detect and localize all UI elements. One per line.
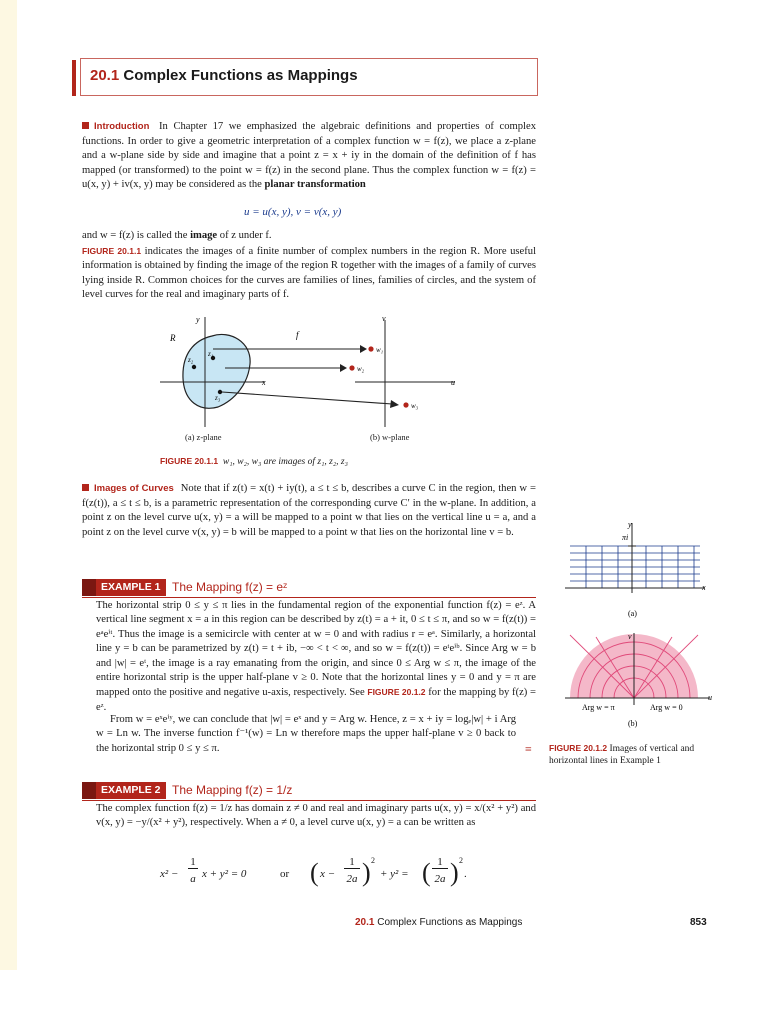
example2-badge: EXAMPLE 2 xyxy=(96,782,166,799)
eq-right-den-2: 2a xyxy=(434,873,446,885)
fig2-label-v: v xyxy=(628,632,632,641)
label-v: v xyxy=(382,314,386,323)
example1-text-2: From w = eˣeⁱʸ, we can conclude that |w| = eˣ and y = Arg w. Hence, z = x + iy = logₑ|w| + i Arg w = Ln w. The inverse function f⁻¹(w) = Ln w therefore maps the upper half-plane v ≥ 0 back to the horizontal strip 0 ≤ y ≤ π. xyxy=(96,714,516,754)
eq-frac-den: a xyxy=(190,873,196,885)
label-w3: w₃ xyxy=(411,402,419,410)
point-w1 xyxy=(368,346,373,351)
figure1-caption xyxy=(160,456,348,467)
label-x: x xyxy=(262,378,266,387)
fig2-label-arg-pi: Arg w = π xyxy=(582,703,615,712)
arrow-z3-w3 xyxy=(222,392,392,404)
paren-open-icon: ( xyxy=(310,858,319,887)
eq-left-a: x² − xyxy=(160,868,179,880)
point-w3 xyxy=(403,402,408,407)
label-f: f xyxy=(296,330,299,340)
eq-right-num: 1 xyxy=(344,856,360,869)
example1-badge: EXAMPLE 1 xyxy=(96,579,166,596)
section-title xyxy=(90,67,358,84)
title-accent-bar xyxy=(72,60,76,96)
image-term: image xyxy=(190,230,218,241)
label-r: R xyxy=(170,333,176,343)
footer-section-title: Complex Functions as Mappings xyxy=(377,917,523,928)
example2-text: The complex function f(z) = 1/z has domain z ≠ 0 and real and imaginary parts u(x, y) = x/(x² + y²) and v(x, y) = −y/(x² + y²), respectively. When a ≠ 0, a level curve u(x, y) = a can be written as xyxy=(96,803,536,829)
planar-transformation-term: planar transformation xyxy=(264,179,366,191)
fig2-subcaption-b: (b) xyxy=(628,719,638,728)
figure-ref-1: FIGURE 20.1.1 xyxy=(82,245,142,256)
section-number: 20.1 xyxy=(90,67,120,84)
fig2-label-pi-i: πi xyxy=(622,533,629,542)
eq-right-num-2: 1 xyxy=(432,856,448,869)
eq-left-b: x + y² = 0 xyxy=(202,868,247,880)
example2-title: The Mapping f(z) = 1/z xyxy=(172,783,293,797)
square-bullet-icon xyxy=(82,484,89,491)
example2-bar xyxy=(82,782,96,799)
example2-header xyxy=(82,782,536,799)
curves-text: Note that if z(t) = x(t) + iy(t), a ≤ t ≤ b, describes a curve C in the region, then w = f(z(t)), a ≤ t ≤ b, is a parametric representation of the corresponding curve C′ in the w-plane. In addition, a point z on the level curve u(x, y) = a will be mapped to a point w that lies on the vertical line u = a, and a point z on the level curve v(x, y) = b will be mapped to a point w that lies on the horizontal line v = b. xyxy=(82,483,536,538)
label-w2: w₂ xyxy=(357,365,365,373)
curves-lead: Images of Curves xyxy=(94,483,174,494)
intro-text: In Chapter 17 we emphasized the algebraic definitions and properties of complex functions. In order to give a geometric interpretation of a complex function w = f(z), we place a z-plane and a w-plane side by side and imagine that a point z = x + iy in the domain of the definition of f has mapped (or transformed) to the point w = f(z) in the second plane. Thus the complex function w = f(z) = u(x, y) + iv(x, y) may be considered as the xyxy=(82,121,536,191)
example1-header xyxy=(82,579,536,596)
eq-right-den: 2a xyxy=(346,873,358,885)
intro-paragraph xyxy=(82,120,536,193)
margin-strip xyxy=(0,0,17,970)
fig2-label-arg-0: Arg w = 0 xyxy=(650,703,683,712)
footer-running-head xyxy=(355,917,522,928)
paren-close-icon: ) xyxy=(362,858,371,887)
arrowhead-icon xyxy=(390,400,399,408)
intro-after-eq-2: of z under f. xyxy=(219,230,272,241)
figure-20-1-1 xyxy=(150,312,470,447)
label-y: y xyxy=(196,315,200,324)
figure1-subcaption-a: (a) z-plane xyxy=(185,432,222,442)
paren-open-icon: ( xyxy=(422,858,431,887)
footer-section-number: 20.1 xyxy=(355,917,375,928)
paren-close-icon: ) xyxy=(450,858,459,887)
example1-text-1-end: for the mapping by f(z) = eᶻ. xyxy=(96,687,537,713)
fig2-label-y: y xyxy=(628,520,632,529)
eq-right-b: + y² = xyxy=(380,868,409,880)
fig2-subcaption-a: (a) xyxy=(628,609,637,618)
fig2-label-u: u xyxy=(708,693,712,702)
curves-paragraph xyxy=(82,482,536,540)
example2-paragraph xyxy=(96,802,536,831)
example1-paragraph-1 xyxy=(96,599,536,715)
intro-paragraph-2 xyxy=(82,229,536,303)
intro-lead: Introduction xyxy=(94,121,150,132)
planar-equation: u = u(x, y), v = v(x, y) xyxy=(244,206,342,218)
intro-after-figref: indicates the images of a finite number of complex numbers in the region R. More useful information is obtained by finding the image of the region R together with the images of a family of curves lying inside R. Common choices for the curves are families of lines, families of circles, and the system of level curves for the real and imaginary parts of f. xyxy=(82,245,537,301)
figure2-caption-label: FIGURE 20.1.2 xyxy=(549,743,608,753)
example2-rule xyxy=(82,800,536,801)
arrowhead-icon xyxy=(340,364,347,372)
intro-after-eq-1: and w = f(z) is called the xyxy=(82,230,188,241)
label-z1: z₁ xyxy=(208,350,214,358)
example1-bar xyxy=(82,579,96,596)
figure2-caption xyxy=(549,742,719,767)
eq-square-2: 2 xyxy=(459,856,463,865)
page-number: 853 xyxy=(690,917,707,928)
example1-paragraph-2 xyxy=(96,713,516,756)
eq-frac-num: 1 xyxy=(188,856,198,869)
figure1-caption-label: FIGURE 20.1.1 xyxy=(160,456,219,466)
figure-20-1-2 xyxy=(560,515,720,730)
label-z3: z₃ xyxy=(215,394,221,402)
figure-ref-2: FIGURE 20.1.2 xyxy=(367,687,426,698)
eq-right-a: x − xyxy=(320,868,336,880)
arrowhead-icon xyxy=(360,345,367,353)
label-z2: z₂ xyxy=(188,356,194,364)
point-z2 xyxy=(192,365,196,369)
point-w2 xyxy=(349,365,354,370)
example1-rule xyxy=(82,597,536,598)
square-bullet-icon xyxy=(82,122,89,129)
fig2-label-x: x xyxy=(702,583,706,592)
end-of-example-icon: ≡ xyxy=(525,742,532,756)
eq-square-1: 2 xyxy=(371,856,375,865)
section-title-text: Complex Functions as Mappings xyxy=(123,67,358,84)
figure1-caption-text: w₁, w₂, w₃ are images of z₁, z₂, z₃ xyxy=(222,457,348,467)
label-u: u xyxy=(451,378,455,387)
figure1-subcaption-b: (b) w-plane xyxy=(370,432,410,442)
example1-text-1: The horizontal strip 0 ≤ y ≤ π lies in the fundamental region of the exponential function f(z) = eᶻ. A vertical line segment x = a in this region can be described by z(t) = a + it, 0 ≤ t ≤ π, and so w = f(z(t)) = eᵃeⁱᵗ. Thus the image is a semicircle with center at w = 0 and with radius r = eᵃ. Similarly, a horizontal line y = b can be parametrized by z(t) = t + ib, −∞ < t < ∞, and so w = f(z(t)) = eᵗeⁱᵇ. Since Arg w = b and |w| = eᵗ, the image is a ray emanating from the origin, and since 0 ≤ Arg w ≤ π, the image of the entire horizontal strip is the upper half-plane v ≥ 0. Note that the horizontal lines y = 0 and y = π are mapped onto the positive and negative u-axis, respectively. See xyxy=(96,600,536,699)
eq-or: or xyxy=(280,868,290,880)
example1-title: The Mapping f(z) = eᶻ xyxy=(172,580,288,594)
eq-period: . xyxy=(464,868,467,880)
figure2-caption-text: Images of vertical and horizontal lines in Example 1 xyxy=(549,744,695,766)
strip-grid xyxy=(570,546,700,588)
label-w1: w₁ xyxy=(376,346,384,354)
